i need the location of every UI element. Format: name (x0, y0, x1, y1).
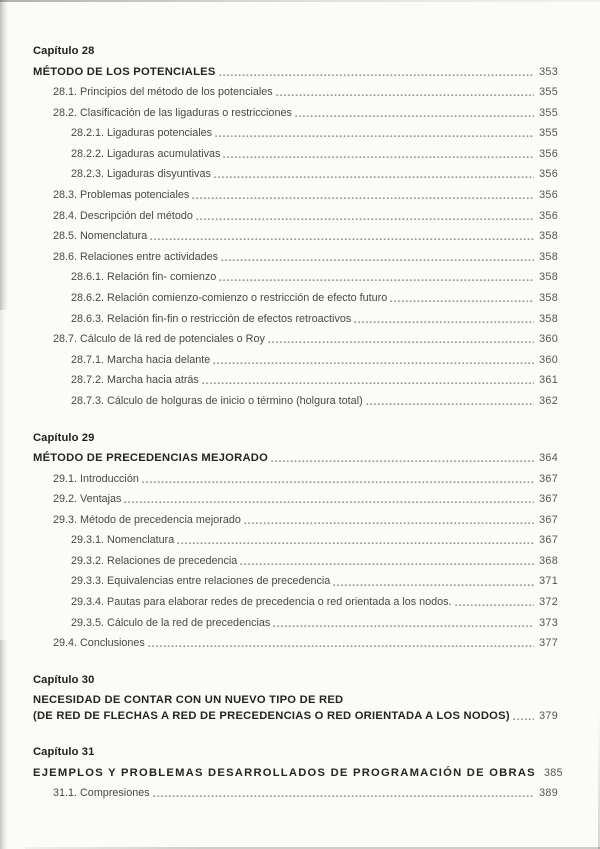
toc-entry-label: 28.5. Nomenclatura (53, 230, 148, 243)
toc-chapter (33, 428, 558, 654)
toc-entry-page-number: 373 (539, 616, 558, 629)
toc-entry-label: 29.2. Ventajas (53, 493, 122, 506)
toc-entry-page-number: 358 (539, 250, 558, 263)
dot-leader (354, 309, 534, 330)
toc-entry (33, 185, 558, 206)
toc-entry-label: 28.6.2. Relación comienzo-comienzo o restricción de efecto futuro (71, 291, 388, 304)
dot-leader (202, 370, 534, 391)
toc-entry (33, 309, 558, 330)
toc-entry (33, 391, 558, 412)
chapter-label: Capítulo 30 (33, 673, 95, 686)
toc-entry-label: 29.3.2. Relaciones de precedencia (71, 554, 238, 567)
toc-entry-label: 28.7. Cálculo de lá red de potenciales o Roy (53, 333, 265, 346)
chapter-title-text: (DE RED DE FLECHAS A RED DE PRECEDENCIAS O RED ORIENTADA A LOS NODOS) (33, 709, 510, 722)
dot-leader (213, 350, 534, 371)
toc-entry-label: 28.4. Descripción del método (53, 209, 193, 222)
toc-entry-page-number: 356 (539, 147, 558, 160)
toc-entry (33, 247, 558, 268)
toc-entry-label: 29.3.5. Cálculo de la red de precedencias (71, 616, 271, 629)
toc-entry-label: 28.2.3. Ligaduras disyuntivas (71, 168, 211, 181)
toc-entry-label: 28.2.2. Ligaduras acumulativas (71, 147, 221, 160)
toc-entry (33, 82, 558, 103)
toc-entry-label: 28.2. Clasificación de las ligaduras o restricciones (53, 106, 292, 119)
chapter-entries (33, 469, 558, 654)
toc-entry-page-number: 358 (539, 312, 558, 325)
toc-entry-label: 29.3.4. Pautas para elaborar redes de precedencia o red orientada a los nodos. (71, 596, 452, 609)
dot-leader (215, 123, 534, 144)
toc-entry-label: 28.7.3. Cálculo de holguras de inicio o término (holgura total) (71, 394, 363, 407)
toc-entry-page-number: 360 (539, 333, 558, 346)
scan-edge-top (0, 0, 600, 2)
dot-leader (390, 288, 534, 309)
scan-shadow-left-mid (0, 310, 6, 640)
toc-entry-label: 28.7.1. Marcha hacia delante (71, 353, 211, 366)
chapter-label: Capítulo 31 (33, 746, 95, 759)
dot-leader (273, 613, 534, 634)
toc-entry-page-number: 355 (539, 106, 558, 119)
toc-entry (33, 329, 558, 350)
toc-entry (33, 350, 558, 371)
dot-leader (244, 510, 534, 531)
chapter-label: Capítulo 29 (33, 431, 95, 444)
chapter-page-number: 353 (539, 65, 558, 78)
dot-leader (268, 329, 534, 350)
dot-leader (221, 247, 534, 268)
toc-entry-page-number: 358 (539, 291, 558, 304)
toc-entry-page-number: 367 (539, 493, 558, 506)
chapter-entries (33, 82, 558, 412)
toc-entry-page-number: 367 (539, 472, 558, 485)
dot-leader (219, 62, 534, 83)
chapter-title-row (33, 763, 563, 784)
dot-leader (196, 206, 534, 227)
dot-leader (271, 448, 534, 469)
chapter-title (33, 448, 558, 469)
dot-leader (214, 164, 534, 185)
chapter-title-text: MÉTODO DE PRECEDENCIAS MEJORADO (33, 452, 269, 464)
dot-leader (148, 633, 534, 654)
toc-entry (33, 469, 558, 490)
toc-entry (33, 551, 558, 572)
dot-leader (455, 592, 534, 613)
toc-entry-label: 28.3. Problemas potenciales (53, 188, 190, 201)
toc-entry (33, 144, 558, 165)
chapter-title-row (33, 706, 558, 727)
toc-entry (33, 226, 558, 247)
toc-entry (33, 613, 558, 634)
toc-entry (33, 489, 558, 510)
toc-entry (33, 103, 558, 124)
toc-entry (33, 206, 558, 227)
toc-entry-page-number: 356 (539, 209, 558, 222)
toc-entry (33, 123, 558, 144)
toc-chapter (33, 742, 563, 804)
dot-leader (153, 783, 534, 804)
toc-entry (33, 571, 558, 592)
dot-leader (219, 267, 534, 288)
toc-entry-page-number: 368 (539, 554, 558, 567)
chapter-title-row (33, 448, 558, 469)
toc-entry-page-number: 367 (539, 513, 558, 526)
chapter-title-row (33, 62, 558, 83)
toc-entry-page-number: 355 (539, 86, 558, 98)
toc-entry (33, 164, 558, 185)
dot-leader (124, 489, 534, 510)
dot-leader (223, 144, 534, 165)
dot-leader (366, 391, 534, 412)
toc-entry-label: 28.6.3. Relación fin-fin o restricción de efectos retroactivos (71, 312, 352, 325)
dot-leader (295, 103, 534, 124)
chapter-title (33, 763, 563, 784)
dot-leader (192, 185, 534, 206)
dot-leader (177, 530, 534, 551)
toc-entry-page-number: 377 (539, 637, 558, 650)
toc-entry-page-number: 362 (539, 394, 558, 407)
chapter-title-text: NECESIDAD DE CONTAR CON UN NUEVO TIPO DE RED (33, 694, 344, 707)
scan-shadow-left-top (0, 0, 8, 310)
toc-entry-label: 28.2.1. Ligaduras potenciales (71, 127, 213, 140)
toc-chapter (33, 670, 558, 727)
scan-shadow-left-bottom (0, 640, 8, 849)
chapter-page-number: 364 (539, 452, 558, 464)
dot-leader (142, 469, 534, 490)
chapter-title-text: EJEMPLOS Y PROBLEMAS DESARROLLADOS DE PROGRAMACIÓN DE OBRAS (33, 766, 536, 779)
dot-leader (150, 226, 534, 247)
toc-entry-label: 28.6.1. Relación fin- comienzo (71, 271, 217, 284)
toc-chapter (33, 41, 558, 412)
table-of-contents (33, 41, 563, 804)
chapter-title (33, 690, 558, 726)
toc-entry-label: 29.1. Introducción (53, 472, 139, 485)
toc-entry (33, 783, 558, 804)
toc-entry-label: 29.3. Método de precedencia mejorado (53, 513, 241, 526)
toc-entry (33, 530, 558, 551)
toc-entry-page-number: 372 (539, 596, 558, 609)
toc-entry (33, 592, 558, 613)
chapter-page-number: 379 (539, 709, 558, 722)
toc-entry (33, 510, 558, 531)
toc-entry-label: 28.6. Relaciones entre actividades (53, 250, 219, 263)
toc-entry (33, 633, 558, 654)
toc-entry (33, 370, 558, 391)
toc-entry-label: 31.1. Compresiones (53, 787, 150, 800)
dot-leader (240, 551, 534, 572)
chapter-page-number: 385 (543, 766, 563, 779)
chapter-entries (33, 783, 558, 804)
toc-entry-page-number: 358 (539, 230, 558, 243)
toc-entry-label: 28.1. Principios del método de los potenciales (53, 86, 273, 98)
dot-leader (333, 571, 534, 592)
toc-entry-label: 28.7.2. Marcha hacia atrás (71, 374, 199, 387)
toc-entry-page-number: 356 (539, 168, 558, 181)
dot-leader (513, 706, 534, 727)
chapter-title-text: MÉTODO DE LOS POTENCIALES (33, 65, 216, 78)
toc-entry-page-number: 356 (539, 188, 558, 201)
toc-entry-page-number: 361 (539, 374, 558, 387)
toc-entry-label: 29.3.1. Nomenclatura (71, 534, 175, 547)
toc-entry-label: 29.3.3. Equivalencias entre relaciones de precedencia (71, 575, 331, 588)
toc-entry-page-number: 389 (539, 787, 558, 800)
toc-entry (33, 267, 558, 288)
toc-entry-page-number: 360 (539, 353, 558, 366)
chapter-title (33, 62, 558, 83)
toc-entry-page-number: 358 (539, 271, 558, 284)
toc-entry-page-number: 355 (539, 127, 558, 140)
toc-entry-page-number: 367 (539, 534, 558, 547)
toc-entry (33, 288, 558, 309)
dot-leader (276, 82, 534, 103)
chapter-label: Capítulo 28 (33, 45, 95, 57)
toc-entry-label: 29.4. Conclusiones (53, 637, 145, 650)
toc-entry-page-number: 371 (539, 575, 558, 588)
